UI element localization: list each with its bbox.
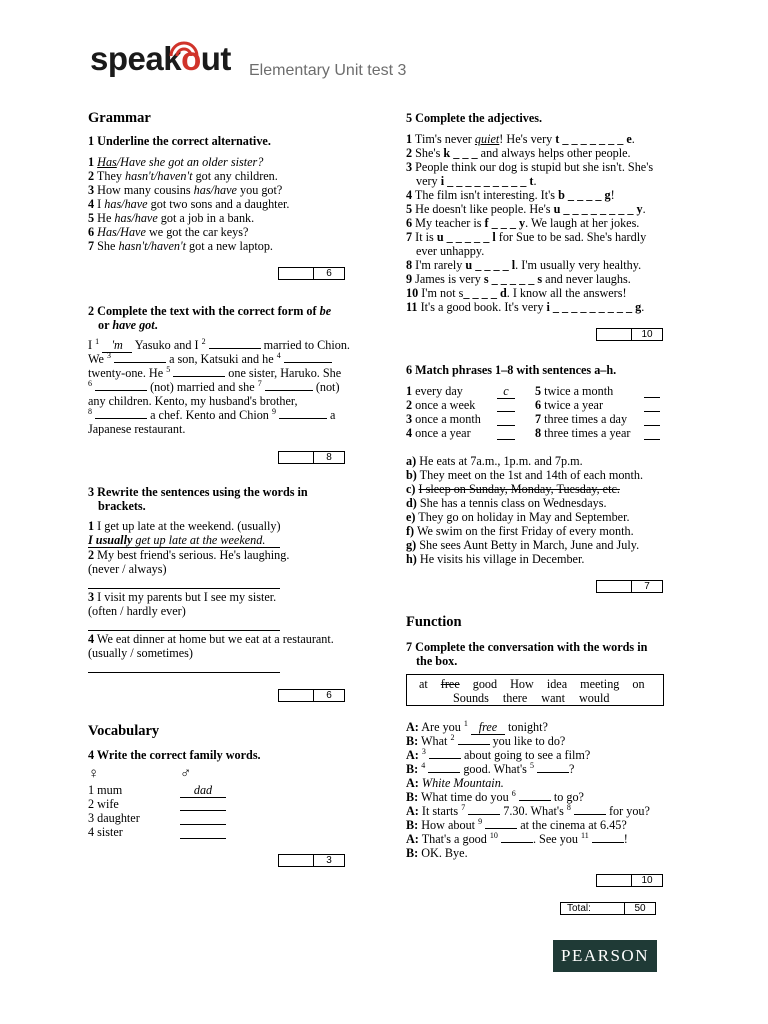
blank[interactable]	[279, 418, 327, 419]
ex3-score-box: 6	[278, 689, 345, 702]
pearson-logo: PEARSON	[553, 940, 657, 972]
score-input[interactable]	[279, 452, 314, 463]
score-input[interactable]	[279, 690, 314, 701]
blank[interactable]	[428, 772, 460, 773]
blank[interactable]	[458, 744, 490, 745]
ex7-title: 7 Complete the conversation with the words in the box.	[406, 640, 648, 668]
ex1-item-6: 6 Has/Have we got the car keys?	[88, 225, 249, 239]
blank[interactable]	[592, 842, 624, 843]
ex7-example-answer: free	[471, 720, 505, 735]
ex1-item-4: 4 I has/have got two sons and a daughter.	[88, 197, 290, 211]
ex2-example: 'm	[102, 338, 132, 353]
ex5-title: 5 Complete the adjectives.	[406, 111, 543, 125]
ex1-item-5: 5 He has/have got a job in a bank.	[88, 211, 255, 225]
ex6-title: 6 Match phrases 1–8 with sentences a–h.	[406, 363, 617, 377]
logo-signal-icon	[167, 40, 201, 58]
ex2-score-box: 8	[278, 451, 345, 464]
ex1-item-3: 3 How many cousins has/have you got?	[88, 183, 283, 197]
total-score-box: Total: 50	[560, 902, 656, 915]
score-input[interactable]	[597, 329, 632, 340]
score-input[interactable]	[279, 268, 314, 279]
blank[interactable]	[265, 390, 313, 391]
blank[interactable]	[519, 800, 551, 801]
ex5-score-box: 10	[596, 328, 663, 341]
female-icon: ♀	[88, 765, 100, 782]
answer-line[interactable]	[88, 672, 280, 673]
blank[interactable]	[284, 362, 332, 363]
answer-line[interactable]	[180, 824, 226, 825]
ex7-score-box: 10	[596, 874, 663, 887]
blank[interactable]	[485, 828, 517, 829]
ex1-item-7: 7 She hasn't/haven't got a new laptop.	[88, 239, 273, 253]
function-heading: Function	[406, 614, 462, 630]
ex2-title: 2 Complete the text with the correct form of be or have got.	[88, 304, 332, 332]
blank[interactable]	[209, 348, 261, 349]
blank[interactable]	[114, 362, 166, 363]
test-title: Elementary Unit test 3	[249, 62, 407, 79]
speakout-logo: speakout	[90, 40, 231, 77]
answer-line[interactable]	[644, 397, 660, 398]
ex1-score-box: 6	[278, 267, 345, 280]
answer-line[interactable]	[180, 838, 226, 839]
ex1-item-2: 2 They hasn't/haven't got any children.	[88, 169, 278, 183]
blank[interactable]	[95, 390, 147, 391]
blank[interactable]	[501, 842, 533, 843]
blank[interactable]	[537, 772, 569, 773]
grammar-heading: Grammar	[88, 110, 151, 126]
blank[interactable]	[429, 758, 461, 759]
word-box: at free good How idea meeting on Sounds there want would	[406, 674, 664, 706]
blank[interactable]	[468, 814, 500, 815]
ex4-title: 4 Write the correct family words.	[88, 748, 261, 762]
answer-line[interactable]	[497, 411, 515, 412]
score-input[interactable]	[597, 875, 632, 886]
blank[interactable]	[173, 376, 225, 377]
answer-line[interactable]	[88, 588, 280, 589]
score-input[interactable]	[279, 855, 314, 866]
score-input[interactable]	[597, 581, 632, 592]
ex1-item-1: 1 Has/Have she got an older sister?	[88, 155, 264, 169]
answer-line[interactable]	[644, 425, 660, 426]
answer-line[interactable]	[644, 439, 660, 440]
ex4-score-box: 3	[278, 854, 345, 867]
answer-line[interactable]	[180, 810, 226, 811]
blank[interactable]	[574, 814, 606, 815]
total-value: 50	[634, 903, 646, 914]
answer-line[interactable]	[497, 439, 515, 440]
ex1-title: 1 Underline the correct alternative.	[88, 134, 271, 148]
ex4-example-answer: dad	[180, 783, 226, 798]
answer-line[interactable]	[497, 425, 515, 426]
answer-line[interactable]	[88, 630, 280, 631]
ex6-score-box: 7	[596, 580, 663, 593]
ex6-example-answer: c	[497, 384, 515, 399]
ex3-example-answer: I usually get up late at the weekend.	[88, 533, 280, 548]
male-icon: ♂	[180, 765, 192, 782]
vocabulary-heading: Vocabulary	[88, 723, 160, 739]
ex3-title: 3 Rewrite the sentences using the words in brackets.	[88, 485, 308, 513]
answer-line[interactable]	[644, 411, 660, 412]
blank[interactable]	[95, 418, 147, 419]
